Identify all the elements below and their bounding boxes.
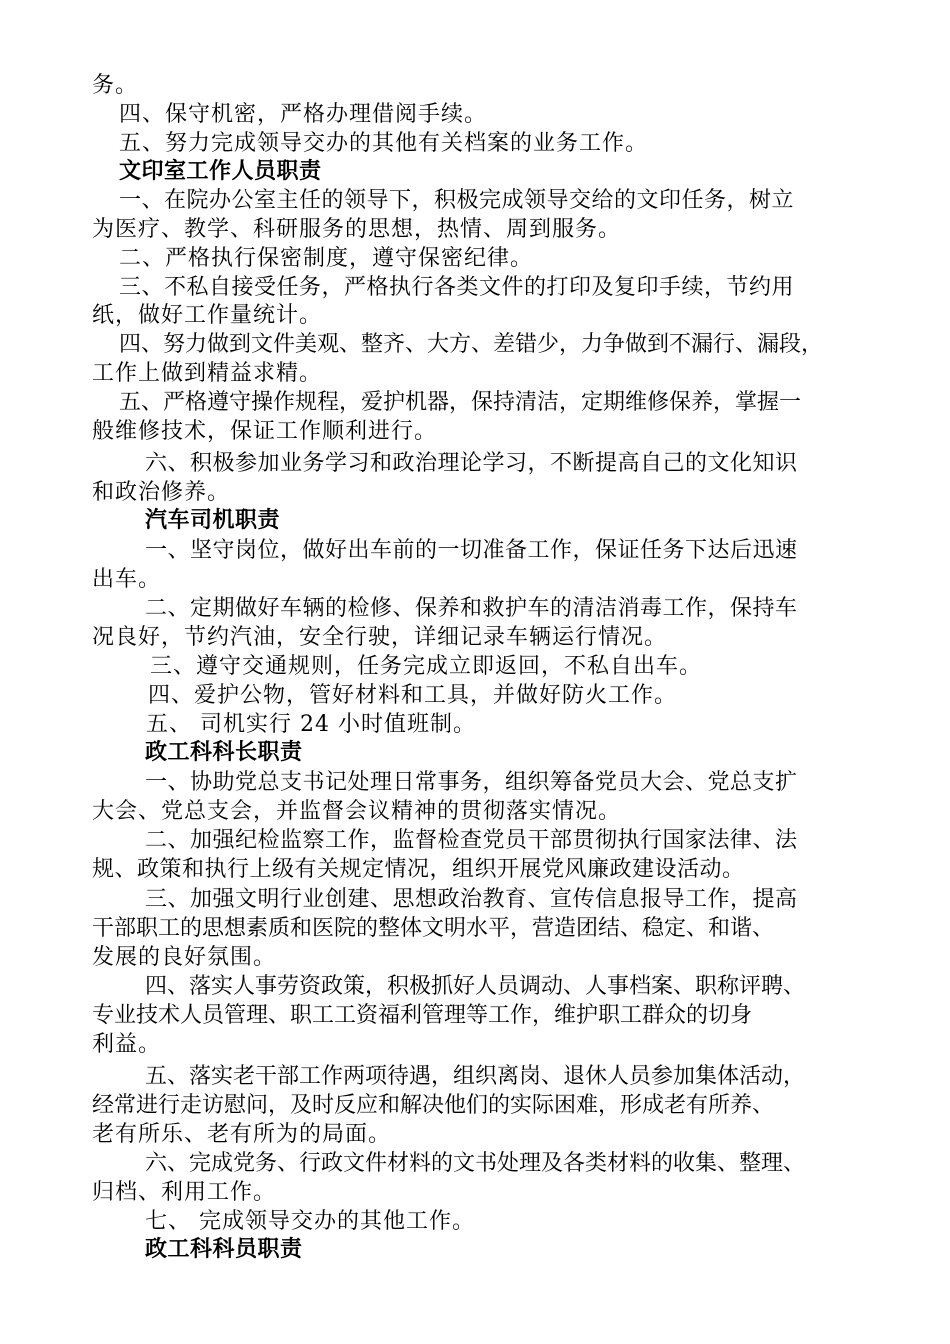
body-text-line: 为医疗、教学、科研服务的思想，热情、周到服务。 xyxy=(92,217,622,242)
body-text-line: 况良好，节约汽油，安全行驶，详细记录车辆运行情况。 xyxy=(92,625,668,650)
body-text-line: 三、遵守交通规则，任务完成立即返回，不私自出车。 xyxy=(150,654,703,679)
body-text-line: 一、协助党总支书记处理日常事务，组织筹备党员大会、党总支扩 xyxy=(145,770,798,795)
body-text-line: 干部职工的思想素质和医院的整体文明水平，营造团结、稳定、和谐、 xyxy=(92,916,775,941)
body-text-line: 工作上做到精益求精。 xyxy=(92,361,323,386)
body-text-line: 老有所乐、老有所为的局面。 xyxy=(92,1122,392,1147)
body-text-line: 六、积极参加业务学习和政治理论学习，不断提高自己的文化知识 xyxy=(145,451,798,476)
body-text-line: 四、努力做到文件美观、整齐、大方、差错少，力争做到不漏行、漏段， xyxy=(119,332,824,357)
body-text-line: 和政治修养。 xyxy=(92,480,231,505)
body-text-line: 纸，做好工作量统计。 xyxy=(92,303,323,328)
body-text-line: 出车。 xyxy=(92,567,162,592)
body-text-line: 二、加强纪检监察工作，监督检查党员干部贯彻执行国家法律、法 xyxy=(145,828,798,853)
body-text-line: 四、爱护公物，管好材料和工具，并做好防火工作。 xyxy=(148,683,678,708)
body-text-line: 利益。 xyxy=(92,1032,162,1057)
body-text-line: 二、定期做好车辆的检修、保养和救护车的清洁消毒工作，保持车 xyxy=(145,596,798,621)
body-text-line: 专业技术人员管理、职工工资福利管理等工作，维护职工群众的切身 xyxy=(92,1003,753,1028)
section-heading: 政工科科员职责 xyxy=(145,1237,303,1262)
section-heading: 政工科科长职责 xyxy=(145,740,303,765)
body-text-line: 归档、利用工作。 xyxy=(92,1180,277,1205)
body-text-line: 务。 xyxy=(92,73,139,98)
body-text-line: 般维修技术，保证工作顺利进行。 xyxy=(92,419,438,444)
body-text-line: 三、不私自接受任务，严格执行各类文件的打印及复印手续，节约用 xyxy=(119,275,795,300)
body-text-line: 经常进行走访慰问，及时反应和解决他们的实际困难，形成老有所养、 xyxy=(92,1093,775,1118)
body-text-line: 大会、党总支会，并监督会议精神的贯彻落实情况。 xyxy=(92,799,622,824)
body-text-line: 六、完成党务、行政文件材料的文书处理及各类材料的收集、整理、 xyxy=(145,1151,806,1176)
body-text-line: 五、 司机实行 24 小时值班制。 xyxy=(146,712,476,737)
body-text-line: 一、在院办公室主任的领导下，积极完成领导交给的文印任务，树立 xyxy=(119,188,795,213)
body-text-line: 五、严格遵守操作规程，爱护机器，保持清洁，定期维修保养，掌握一 xyxy=(119,390,802,415)
body-text-line: 四、落实人事劳资政策，积极抓好人员调动、人事档案、职称评聘、 xyxy=(145,974,806,999)
section-heading: 汽车司机职责 xyxy=(145,508,281,533)
body-text-line: 二、严格执行保密制度，遵守保密纪律。 xyxy=(119,246,534,271)
section-heading: 文印室工作人员职责 xyxy=(119,159,322,184)
body-text-line: 七、 完成领导交办的其他工作。 xyxy=(145,1209,475,1234)
body-text-line: 规、政策和执行上级有关规定情况，组织开展党风廉政建设活动。 xyxy=(92,857,745,882)
body-text-line: 五、落实老干部工作两项待遇，组织离岗、退休人员参加集体活动， xyxy=(145,1064,806,1089)
body-text-line: 四、保守机密，严格办理借阅手续。 xyxy=(119,102,488,127)
body-text-line: 发展的良好氛围。 xyxy=(92,945,277,970)
body-text-line: 五、努力完成领导交办的其他有关档案的业务工作。 xyxy=(119,131,649,156)
body-text-line: 一、坚守岗位，做好出车前的一切准备工作，保证任务下达后迅速 xyxy=(145,538,798,563)
body-text-line: 三、加强文明行业创建、思想政治教育、宣传信息报导工作，提高 xyxy=(145,887,798,912)
